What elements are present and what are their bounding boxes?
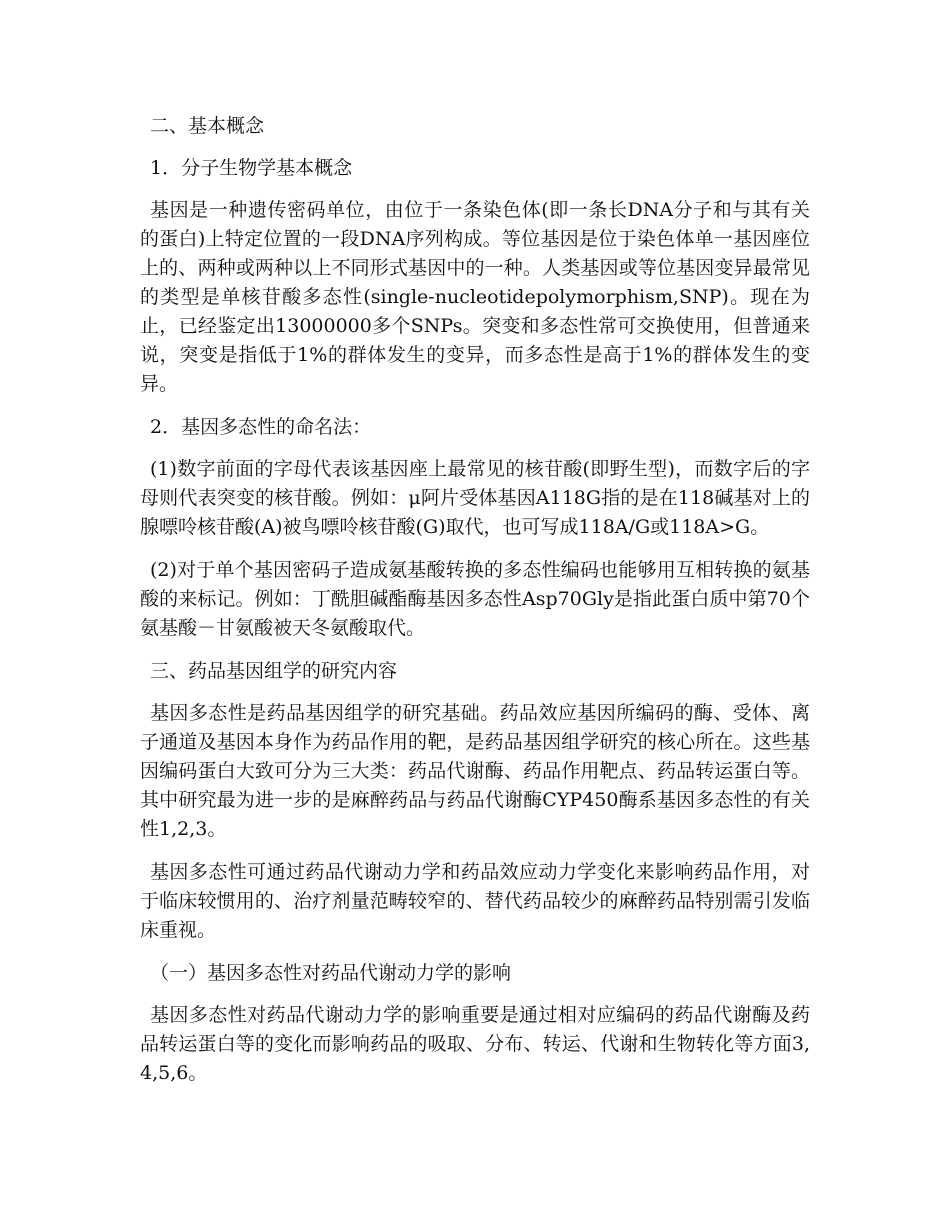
paragraph-gene-definition: 基因是一种遗传密码单位，由位于一条染色体(即一条长DNA分子和与其有关的蛋白)上特定位置的一段DNA序列构成。等位基因是位于染色体单一基因座位上的、两种或两种以上不同形式基因中的一种。人类基因或等位基因变异最常见的类型是单核苷酸多态性(single-nucleotidepolymorphism,SNP)。现在为止，已经鉴定出13000000多个SNPs。突变和多态性常可交换使用，但普通来说，突变是指低于1%的群体发生的变异，而多态性是高于1%的群体发生的变异。 — [140, 199, 810, 395]
paragraph-pk: 基因多态性对药品代谢动力学的影响重要是通过相对应编码的药品代谢酶及药品转运蛋白等的变化而影响药品的吸取、分布、转运、代谢和生物转化等方面3,4,5,6。 — [140, 1004, 810, 1084]
paragraph-naming-2: (2)对于单个基因密码子造成氨基酸转换的多态性编码也能够用互相转换的氨基酸的来标记。例如：丁酰胆碱酯酶基因多态性Asp70Gly是指此蛋白质中第70个氨基酸－甘氨酸被天冬氨酸取代。 — [140, 559, 810, 639]
section-heading-basic-concepts: 二、基本概念 — [150, 115, 265, 137]
section-heading-research: 三、药品基因组学的研究内容 — [150, 660, 398, 682]
document-page — [140, 112, 810, 1102]
subsection-heading-naming: 2．基因多态性的命名法： — [150, 416, 372, 438]
paragraph-research-2: 基因多态性可通过药品代谢动力学和药品效应动力学变化来影响药品作用，对于临床较惯用的、治疗剂量范畴较窄的、替代药品较少的麻醉药品特别需引发临床重视。 — [140, 861, 810, 941]
paragraph-naming-1: (1)数字前面的字母代表该基因座上最常见的核苷酸(即野生型)，而数字后的字母则代表突变的核苷酸。例如：μ阿片受体基因A118G指的是在118碱基对上的腺嘌呤核苷酸(A)被鸟嘌呤核苷酸(G)取代，也可写成118A/G或118A>G。 — [140, 458, 810, 538]
subsection-heading-mol-bio: 1．分子生物学基本概念 — [150, 157, 353, 179]
paragraph-research-1: 基因多态性是药品基因组学的研究基础。药品效应基因所编码的酶、受体、离子通道及基因本身作为药品作用的靶，是药品基因组学研究的核心所在。这些基因编码蛋白大致可分为三大类：药品代谢酶、药品作用靶点、药品转运蛋白等。其中研究最为进一步的是麻醉药品与药品代谢酶CYP450酶系基因多态性的有关性1,2,3。 — [140, 702, 810, 840]
subsection-heading-pk: （一）基因多态性对药品代谢动力学的影响 — [150, 962, 512, 984]
